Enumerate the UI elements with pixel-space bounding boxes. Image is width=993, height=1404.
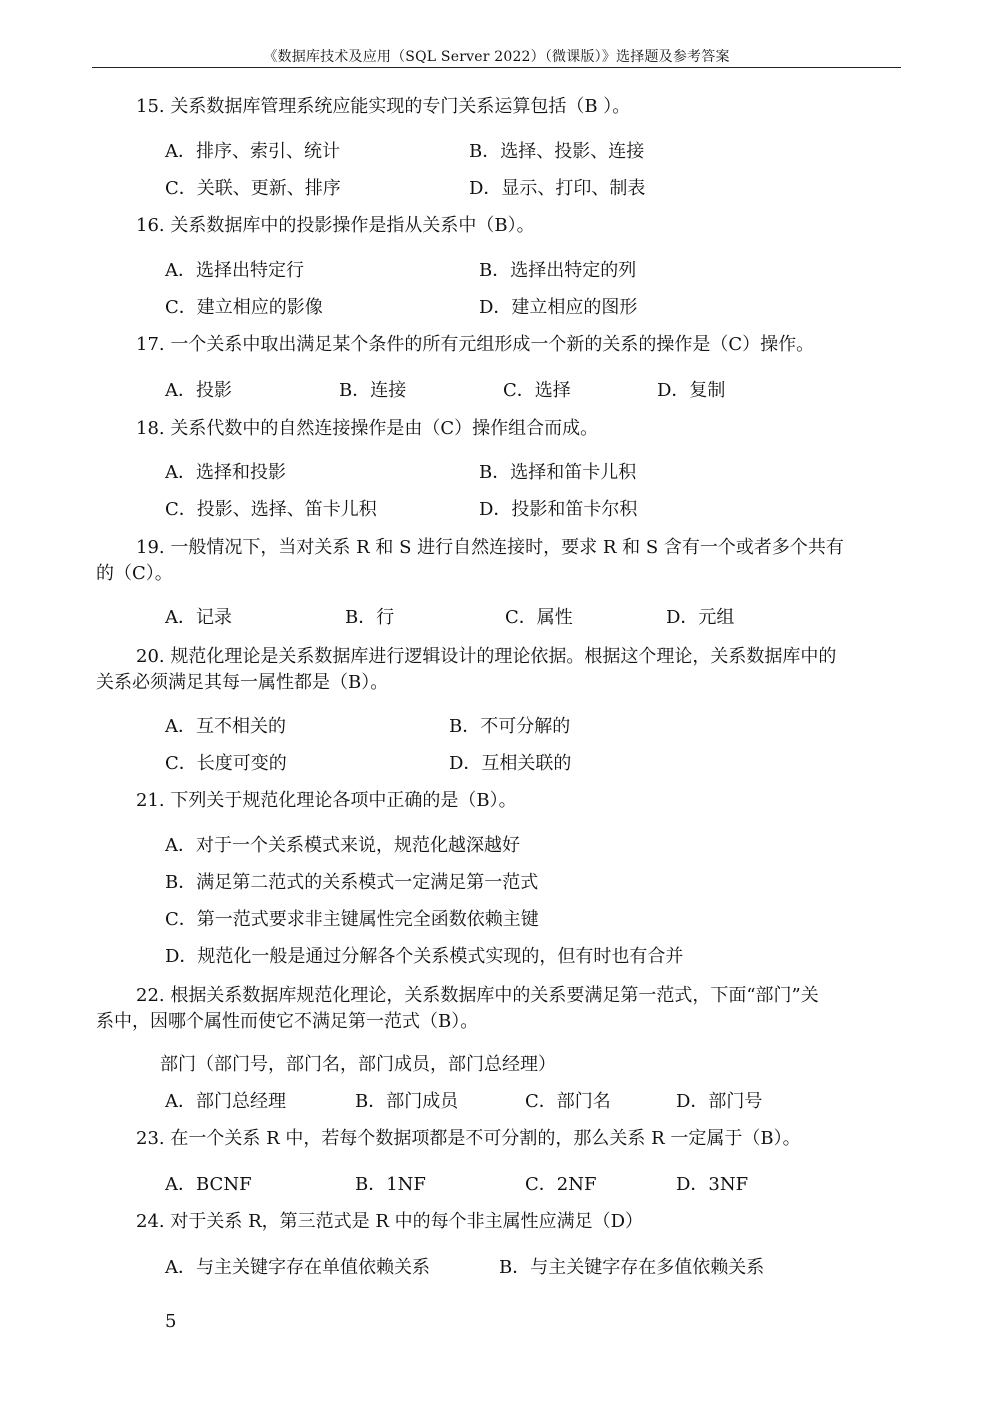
question-24-option-a: A．与主关键字存在单值依赖关系: [165, 1257, 430, 1278]
question-20-option-b: B．不可分解的: [449, 716, 571, 737]
question-22-stem-line-1: 22. 根据关系数据库规范化理论，关系数据库中的关系要满足第一范式，下面“部门”关: [136, 985, 819, 1006]
question-17-option-c: C．选择: [503, 380, 571, 401]
question-16-option-c: C．建立相应的影像: [165, 297, 323, 318]
question-15-option-c: C．关联、更新、排序: [165, 178, 341, 199]
question-20-option-c: C．长度可变的: [165, 753, 287, 774]
question-17-option-b: B．连接: [339, 380, 407, 401]
question-21-option-b: B．满足第二范式的关系模式一定满足第一范式: [165, 872, 539, 893]
question-23-option-b: B．1NF: [355, 1174, 426, 1195]
question-18-option-d: D．投影和笛卡尔积: [479, 499, 638, 520]
question-20-stem-line-1: 20. 规范化理论是关系数据库进行逻辑设计的理论依据。根据这个理论，关系数据库中的: [136, 646, 837, 667]
question-20-option-a: A．互不相关的: [165, 716, 286, 737]
question-16-stem: 16. 关系数据库中的投影操作是指从关系中（B）。: [136, 215, 535, 236]
question-21-stem: 21. 下列关于规范化理论各项中正确的是（B）。: [136, 790, 517, 811]
question-22-option-c: C．部门名: [525, 1091, 611, 1112]
page-header: 《数据库技术及应用（SQL Server 2022）（微课版）》选择题及参考答案: [263, 49, 730, 65]
question-24-stem: 24. 对于关系 R，第三范式是 R 中的每个非主属性应满足（D）: [136, 1211, 644, 1232]
question-16-option-d: D．建立相应的图形: [479, 297, 638, 318]
question-23-option-d: D．3NF: [676, 1174, 749, 1195]
question-19-stem-line-1: 19. 一般情况下，当对关系 R 和 S 进行自然连接时，要求 R 和 S 含有一个或者多个共有: [136, 537, 844, 558]
question-22-option-a: A．部门总经理: [165, 1091, 286, 1112]
question-18-option-c: C．投影、选择、笛卡儿积: [165, 499, 377, 520]
question-22-option-b: B．部门成员: [355, 1091, 459, 1112]
question-23-stem: 23. 在一个关系 R 中，若每个数据项都是不可分割的，那么关系 R 一定属于（B）。: [136, 1128, 801, 1149]
page-number: 5: [165, 1311, 177, 1332]
header-divider: [92, 67, 901, 68]
question-19-option-b: B．行: [345, 607, 395, 628]
question-21-option-d: D．规范化一般是通过分解各个关系模式实现的，但有时也有合并: [165, 946, 684, 967]
question-20-option-d: D．互相关联的: [449, 753, 572, 774]
question-23-option-c: C．2NF: [525, 1174, 597, 1195]
question-18-option-a: A．选择和投影: [165, 462, 286, 483]
question-19-option-c: C．属性: [505, 607, 573, 628]
question-20-stem-line-2: 关系必须满足其每一属性都是（B）。: [96, 672, 389, 693]
question-15-option-a: A．排序、索引、统计: [165, 141, 340, 162]
question-17-option-a: A．投影: [165, 380, 232, 401]
question-21-option-c: C．第一范式要求非主键属性完全函数依赖主键: [165, 909, 539, 930]
question-18-option-b: B．选择和笛卡儿积: [479, 462, 637, 483]
question-18-stem: 18. 关系代数中的自然连接操作是由（C）操作组合而成。: [136, 418, 599, 439]
question-24-option-b: B．与主关键字存在多值依赖关系: [499, 1257, 765, 1278]
question-15-option-b: B．选择、投影、连接: [469, 141, 645, 162]
question-19-stem-line-2: 的（C）。: [96, 563, 173, 584]
question-22-relation-schema: 部门（部门号，部门名，部门成员，部门总经理）: [160, 1054, 556, 1075]
question-15-option-d: D．显示、打印、制表: [469, 178, 646, 199]
question-23-option-a: A．BCNF: [165, 1174, 252, 1195]
question-19-option-d: D．元组: [666, 607, 735, 628]
question-16-option-a: A．选择出特定行: [165, 260, 304, 281]
question-21-option-a: A．对于一个关系模式来说，规范化越深越好: [165, 835, 520, 856]
question-15-stem: 15. 关系数据库管理系统应能实现的专门关系运算包括（B ）。: [136, 96, 631, 117]
question-22-option-d: D．部门号: [676, 1091, 763, 1112]
question-16-option-b: B．选择出特定的列: [479, 260, 637, 281]
question-19-option-a: A．记录: [165, 607, 232, 628]
question-17-stem: 17. 一个关系中取出满足某个条件的所有元组形成一个新的关系的操作是（C）操作。: [136, 334, 815, 355]
question-17-option-d: D．复制: [657, 380, 726, 401]
question-22-stem-line-2: 系中，因哪个属性而使它不满足第一范式（B）。: [96, 1011, 479, 1032]
